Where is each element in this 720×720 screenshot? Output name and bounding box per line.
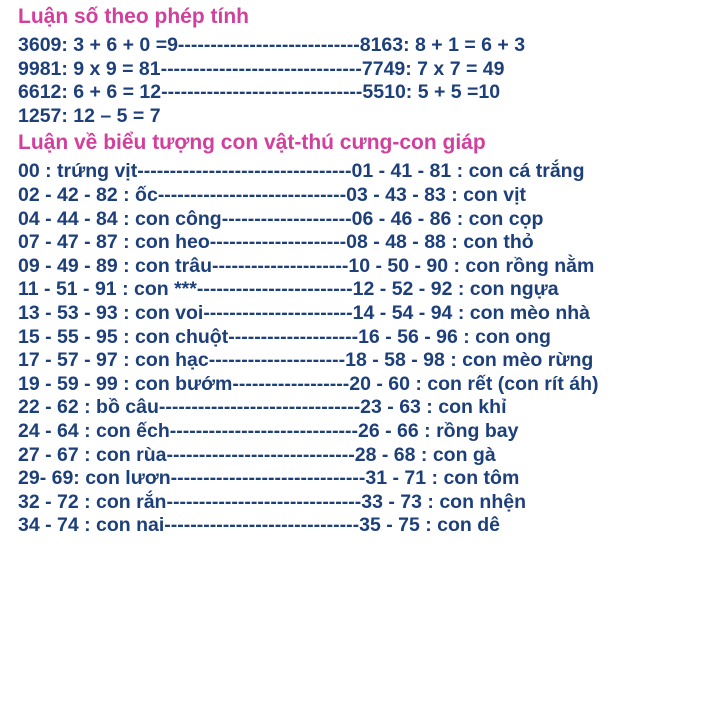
animal-line: 15 - 55 - 95 : con chuột--------------------16 - 56 - 96 : con ong: [18, 325, 551, 348]
math-section-heading: Luận số theo phép tính: [18, 5, 249, 28]
animal-line: 29- 69: con lươn------------------------------31 - 71 : con tôm: [18, 467, 520, 490]
animal-list: [18, 160, 720, 538]
math-line: 6612: 6 + 6 = 12-------------------------------5510: 5 + 5 =10: [18, 81, 501, 104]
animal-line: 04 - 44 - 84 : con công--------------------06 - 46 - 86 : con cọp: [18, 207, 544, 230]
animal-line: 17 - 57 - 97 : con hạc---------------------18 - 58 - 98 : con mèo rừng: [18, 349, 594, 372]
animal-line: 32 - 72 : con rắn------------------------------33 - 73 : con nhện: [18, 490, 526, 513]
animal-line: 34 - 74 : con nai------------------------------35 - 75 : con dê: [18, 514, 500, 537]
animal-line: 19 - 59 - 99 : con bướm------------------20 - 60 : con rết (con rít áh): [18, 372, 599, 395]
animal-line: 13 - 53 - 93 : con voi-----------------------14 - 54 - 94 : con mèo nhà: [18, 301, 590, 324]
animal-section-heading: Luận về biểu tượng con vật-thú cưng-con giáp: [18, 131, 486, 155]
animal-line: 27 - 67 : con rùa-----------------------------28 - 68 : con gà: [18, 443, 496, 466]
animal-line: 24 - 64 : con ếch-----------------------------26 - 66 : rồng bay: [18, 419, 519, 442]
animal-line: 11 - 51 - 91 : con ***------------------------12 - 52 - 92 : con ngựa: [18, 278, 559, 301]
math-line: 9981: 9 x 9 = 81-------------------------------7749: 7 x 7 = 49: [18, 57, 505, 80]
animal-line: 22 - 62 : bồ câu-------------------------------23 - 63 : con khỉ: [18, 396, 507, 419]
animal-line: 07 - 47 - 87 : con heo---------------------08 - 48 - 88 : con thỏ: [18, 231, 534, 254]
animal-line: 02 - 42 - 82 : ốc-----------------------------03 - 43 - 83 : con vịt: [18, 183, 527, 206]
animal-line: 09 - 49 - 89 : con trâu---------------------10 - 50 - 90 : con rồng nằm: [18, 254, 595, 277]
math-line: 1257: 12 – 5 = 7: [18, 104, 161, 127]
animal-line: 00 : trứng vịt---------------------------------01 - 41 - 81 : con cá trắng: [18, 160, 585, 183]
math-list: [18, 34, 720, 128]
math-line: 3609: 3 + 6 + 0 =9----------------------------8163: 8 + 1 = 6 + 3: [18, 34, 526, 56]
